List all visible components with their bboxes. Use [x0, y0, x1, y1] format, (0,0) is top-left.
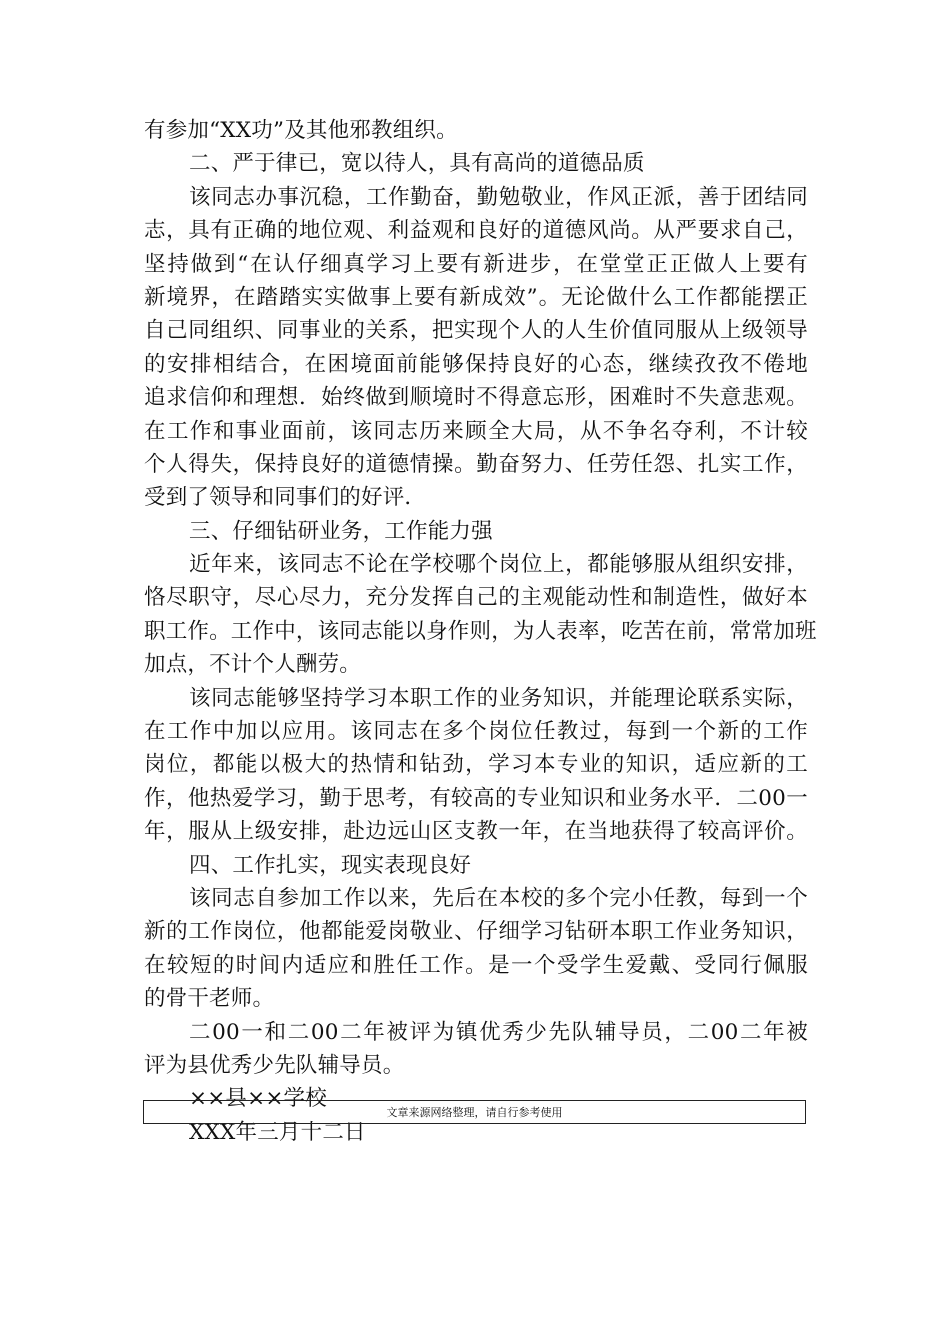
text-line: ××县××学校	[189, 1086, 327, 1112]
text-line: 追求信仰和理想．始终做到顺境时不得意忘形，困难时不失意悲观。	[144, 385, 808, 411]
document-body	[144, 114, 817, 1149]
text-line: 受到了领导和同事们的好评．	[144, 485, 427, 511]
text-line: 恪尽职守，尽心尽力，充分发挥自己的主观能动性和制造性，做好本	[144, 585, 808, 611]
text-line: 四、工作扎实，现实表现良好	[189, 852, 472, 878]
text-line: 在工作和事业面前，该同志历来顾全大局，从不争名夺利，不计较	[144, 418, 808, 444]
text-line: 的安排相结合，在困境面前能够保持良好的心态，继续孜孜不倦地	[144, 351, 808, 377]
text-line: 加点，不计个人酬劳。	[144, 652, 362, 678]
text-line: 有参加“XX功”及其他邪教组织。	[144, 118, 458, 143]
text-line: 在较短的时间内适应和胜任工作。是一个受学生爱戴、受同行佩服	[144, 952, 808, 978]
text-line: 作，他热爱学习，勤于思考，有较高的专业知识和业务水平．二00一	[144, 785, 808, 811]
text-line: 该同志能够坚持学习本职工作的业务知识，并能理论联系实际，	[189, 685, 808, 711]
text-line: 该同志自参加工作以来，先后在本校的多个完小任教，每到一个	[189, 885, 808, 911]
text-line: 自己同组织、同事业的关系，把实现个人的人生价值同服从上级领导	[144, 318, 808, 344]
text-line: 二、严于律已，宽以待人，具有高尚的道德品质	[189, 151, 645, 177]
text-line: 职工作。工作中，该同志能以身作则，为人表率，吃苦在前，常常加班	[144, 618, 817, 644]
text-line: 志，具有正确的地位观、利益观和良好的道德风尚。从严要求自己，	[144, 218, 808, 244]
text-line: 年，服从上级安排，赴边远山区支教一年，在当地获得了较高评价。	[144, 819, 808, 845]
text-line: 新的工作岗位，他都能爱岗敬业、仔细学习钻研本职工作业务知识，	[144, 919, 808, 945]
text-line: 在工作中加以应用。该同志在多个岗位任教过，每到一个新的工作	[144, 719, 808, 745]
text-line: 的骨干老师。	[144, 986, 275, 1012]
text-line: 二00一和二00二年被评为镇优秀少先队辅导员，二00二年被	[189, 1019, 808, 1045]
text-line: 近年来，该同志不论在学校哪个岗位上，都能够服从组织安排，	[189, 552, 808, 578]
text-line: 新境界，在踏踏实实做事上要有新成效”。无论做什么工作都能摆正	[144, 284, 808, 310]
text-line: XXX年三月十二日	[189, 1119, 366, 1145]
text-line: 岗位，都能以极大的热情和钻劲，学习本专业的知识，适应新的工	[144, 752, 808, 778]
text-line: 三、仔细钻研业务，工作能力强	[189, 518, 493, 544]
text-line: 坚持做到“在认仔细真学习上要有新进步，在堂堂正正做人上要有	[144, 251, 808, 277]
footer-notice	[143, 1100, 806, 1124]
text-line: 个人得失，保持良好的道德情操。勤奋努力、任劳任怨、扎实工作，	[144, 451, 808, 477]
footer-notice-text: 文章来源网络整理，请自行参考使用	[386, 1106, 563, 1119]
text-line: 该同志办事沉稳，工作勤奋，勤勉敬业，作风正派，善于团结同	[189, 184, 808, 210]
text-line: 评为县优秀少先队辅导员。	[144, 1052, 405, 1078]
